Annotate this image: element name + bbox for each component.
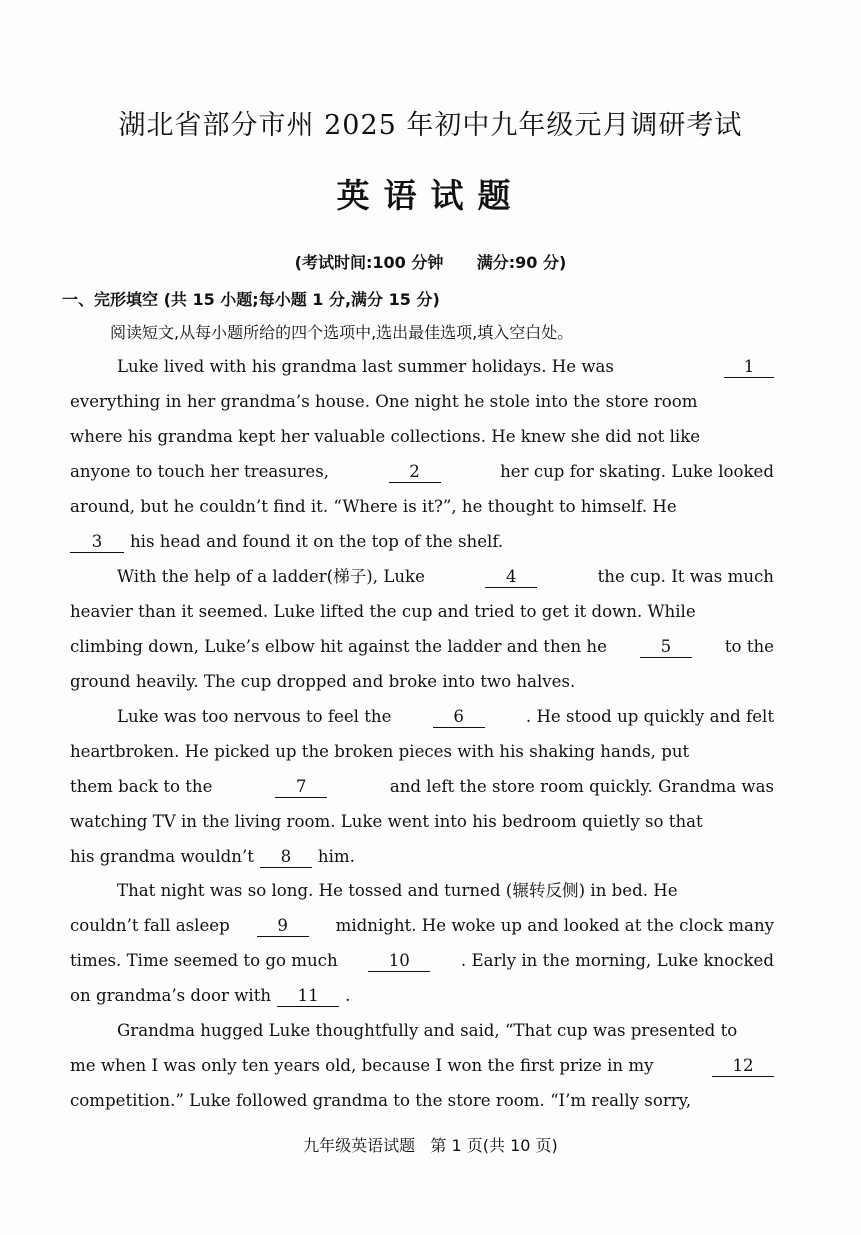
line-text: times. Time seemed to go much xyxy=(70,951,338,970)
line-text: where his grandma kept her valuable collections. He knew she did not like xyxy=(70,427,701,446)
passage-line xyxy=(70,461,774,483)
page-footer: 九年级英语试题 第 1 页(共 10 页) xyxy=(303,1136,558,1155)
line-text: couldn’t fall asleep xyxy=(70,916,230,935)
line-text: him. xyxy=(317,847,355,866)
line-text: Luke was too nervous to feel the xyxy=(117,707,392,726)
answer-blank: 3 xyxy=(70,532,124,553)
line-text: ground heavily. The cup dropped and broke into two halves. xyxy=(70,672,576,691)
answer-blank: 6 xyxy=(433,707,485,728)
answer-blank: 11 xyxy=(277,986,339,1007)
line-text: everything in her grandma’s house. One night he stole into the store room xyxy=(70,392,698,411)
line-text: heavier than it seemed. Luke lifted the cup and tried to get it down. While xyxy=(70,602,696,621)
line-text: them back to the xyxy=(70,777,213,796)
line-text: watching TV in the living room. Luke went into his bedroom quietly so that xyxy=(70,812,703,831)
section-instruction: 阅读短文,从每小题所给的四个选项中,选出最佳选项,填入空白处。 xyxy=(110,323,574,342)
exam-info: (考试时间:100 分钟 满分:90 分) xyxy=(294,253,567,272)
answer-blank: 2 xyxy=(389,462,441,483)
passage-line xyxy=(70,426,774,448)
passage-line xyxy=(117,706,774,728)
line-text: heartbroken. He picked up the broken pieces with his shaking hands, put xyxy=(70,742,690,761)
line-text: Grandma hugged Luke thoughtfully and said, “That cup was presented to xyxy=(117,1021,738,1040)
answer-blank: 12 xyxy=(712,1056,774,1077)
line-text: me when I was only ten years old, because I won the first prize in my xyxy=(70,1056,654,1075)
line-text: to the xyxy=(724,637,774,656)
answer-blank: 9 xyxy=(257,916,309,937)
line-text: his head and found it on the top of the shelf. xyxy=(130,532,504,551)
line-text: That night was so long. He tossed and turned (辗转反侧) in bed. He xyxy=(117,881,678,900)
passage-line xyxy=(70,811,774,833)
passage-line xyxy=(117,880,774,902)
passage-line xyxy=(117,566,774,588)
answer-blank: 5 xyxy=(640,637,692,658)
passage-line xyxy=(70,1090,774,1112)
line-text: anyone to touch her treasures, xyxy=(70,462,330,481)
passage-line xyxy=(70,1055,774,1077)
subject-title: 英语试题 xyxy=(336,176,525,215)
section-heading: 一、完形填空 (共 15 小题;每小题 1 分,满分 15 分) xyxy=(62,290,440,309)
answer-blank: 7 xyxy=(275,777,327,798)
passage-line xyxy=(70,601,774,623)
passage-line xyxy=(70,671,774,693)
line-text: . He stood up quickly and felt xyxy=(525,707,774,726)
passage-line xyxy=(117,356,774,378)
line-text: on grandma’s door with xyxy=(70,986,272,1005)
answer-blank: 10 xyxy=(368,951,430,972)
passage-line xyxy=(70,776,774,798)
exam-title: 湖北省部分市州 2025 年初中九年级元月调研考试 xyxy=(118,110,743,141)
passage-line xyxy=(70,846,774,868)
line-text: around, but he couldn’t find it. “Where is it?”, he thought to himself. He xyxy=(70,497,677,516)
line-text: the cup. It was much xyxy=(597,567,774,586)
passage-line xyxy=(70,531,774,553)
passage-line xyxy=(70,985,774,1007)
line-text: competition.” Luke followed grandma to the store room. “I’m really sorry, xyxy=(70,1091,692,1110)
passage-line xyxy=(70,915,774,937)
line-text: . xyxy=(345,986,351,1005)
answer-blank: 1 xyxy=(724,357,774,378)
line-text: climbing down, Luke’s elbow hit against the ladder and then he xyxy=(70,637,607,656)
answer-blank: 8 xyxy=(260,847,312,868)
line-text: With the help of a ladder(梯子), Luke xyxy=(117,567,425,586)
line-text: . Early in the morning, Luke knocked xyxy=(460,951,774,970)
answer-blank: 4 xyxy=(485,567,537,588)
line-text: Luke lived with his grandma last summer holidays. He was xyxy=(117,357,614,376)
passage-line xyxy=(117,1020,774,1042)
passage-line xyxy=(70,636,774,658)
passage-line xyxy=(70,391,774,413)
passage-line xyxy=(70,950,774,972)
line-text: his grandma wouldn’t xyxy=(70,847,254,866)
line-text: and left the store room quickly. Grandma was xyxy=(389,777,774,796)
passage-line xyxy=(70,496,774,518)
passage-line xyxy=(70,741,774,763)
line-text: midnight. He woke up and looked at the clock many xyxy=(335,916,774,935)
line-text: her cup for skating. Luke looked xyxy=(500,462,774,481)
